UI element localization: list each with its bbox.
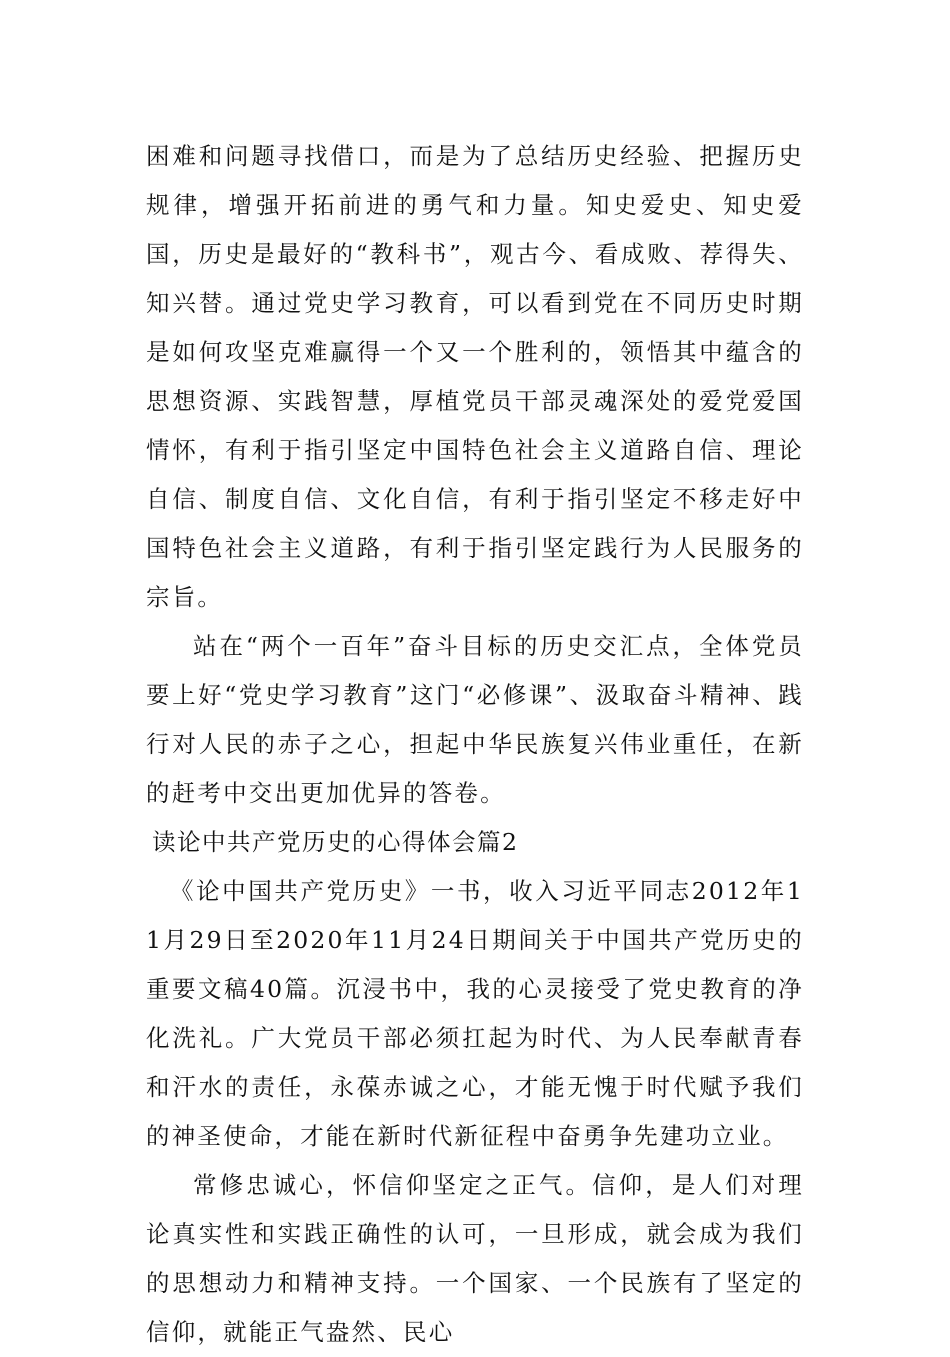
paragraph-two-centenary: 站在“两个一百年”奋斗目标的历史交汇点，全体党员要上好“党史学习教育”这门“必修课”、汲取奋斗精神、践行对人民的赤子之心，担起中华民族复兴伟业重任，在新的赶考中交出更加优异的答卷。 [146, 632, 804, 807]
paragraph-loyalty: 常修忠诚心，怀信仰坚定之正气。信仰，是人们对理论真实性和实践正确性的认可，一旦形成，就会成为我们的思想动力和精神支持。一个国家、一个民族有了坚定的信仰，就能正气盎然、民心 [146, 1171, 804, 1346]
document-body [146, 132, 804, 1357]
paragraph-book-intro: 《论中国共产党历史》一书，收入习近平同志2012年11月29日至2020年11月24日期间关于中国共产党历史的重要文稿40篇。沉浸书中，我的心灵接受了党史教育的净化洗礼。广大党员干部必须扛起为时代、为人民奉献青春和汗水的责任，永葆赤诚之心，才能无愧于时代赋予我们的神圣使命，才能在新时代新征程中奋勇争先建功立业。 [146, 877, 804, 1150]
paragraph-continuation: 困难和问题寻找借口，而是为了总结历史经验、把握历史规律，增强开拓前进的勇气和力量。知史爱史、知史爱国，历史是最好的“教科书”，观古今、看成败、荐得失、知兴替。通过党史学习教育，可以看到党在不同历史时期是如何攻坚克难赢得一个又一个胜利的，领悟其中蕴含的思想资源、实践智慧，厚植党员干部灵魂深处的爱党爱国情怀，有利于指引坚定中国特色社会主义道路自信、理论自信、制度自信、文化自信，有利于指引坚定不移走好中国特色社会主义道路，有利于指引坚定践行为人民服务的宗旨。 [146, 142, 804, 611]
section-heading: 读论中共产党历史的心得体会篇2 [152, 828, 519, 856]
